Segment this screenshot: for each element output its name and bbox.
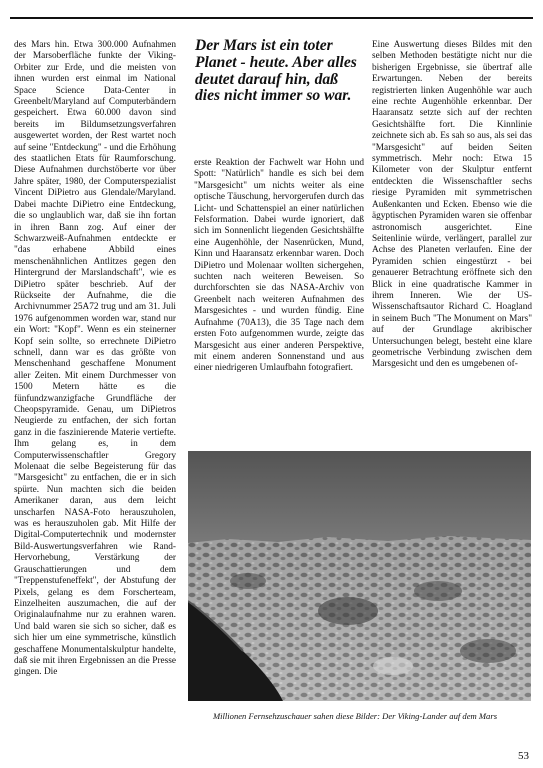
article-column-1: [14, 40, 176, 679]
column-2-text: erste Reaktion der Fachwelt war Hohn und Spott: "Natürlich" handle es sich bei dem "Marsgesicht" um nichts weiter als eine optische Täuschung, hervorgerufen durch das Licht- und Schattenspiel an einer natürlichen Felsformation. Dabei wurde ignoriert, daß sich im Sonnenlicht liegenden Gesichtshälfte eine Augenhöhle, der Nasenrücken, Mund, Kinn und Haaransatz erkennbar waren. Doch DiPietro und Molenaar wollten sichergehen, suchten nach weiteren Beweisen. So durchforschten sie das NASA-Archiv von Greenbelt nach weiteren Aufnahmen des Marsgesichtes - und wurden fündig. Eine Aufnahme (70A13), die 35 Tage nach dem ersten Foto aufgenommen wurde, zeigte das Marsgesicht aus einer anderen Perspektive, mit einem anderen Sonnenstand und aus einer niedrigeren Umlaufbahn fotografiert.: [194, 158, 364, 374]
article-column-2: [194, 158, 364, 375]
photo-caption: Millionen Fernsehzuschauer sahen diese Bilder: Der Viking-Lander auf dem Mars: [212, 711, 498, 721]
pull-quote: Der Mars ist ein toter Planet - heute. Aber alles deutet darauf hin, daß dies nicht immer so war.: [195, 37, 357, 105]
column-3-text: Eine Auswertung dieses Bildes mit den selben Methoden bestätigte nicht nur die bisherigen Ergebnisse, sie übertraf alle Erwartungen. Neben der bereits registrierten linken Augenhöhle war auch eine rechte Augenhöhle erkennbar. Der Haaransatz setzte sich auf der rechten Gesichtshälfte fort. Die Kinnlinie zeichnete sich ab. Es sah so aus, als sei das "Marsgesicht" auf beiden Seiten symmetrisch. Mehr noch: Etwa 15 Kilometer von der Skulptur entfernt entdeckten die Wissenschaftler sechs riesige Pyramiden mit symmetrischen Außenkanten und Ecken. Ebenso wie die ägyptischen Pyramiden waren sie offenbar astronomisch ausgerichtet. Eine Seitenlinie würde, verlängert, parallel zur Achse des Planeten verlaufen. Eine der Pyramiden schien eingestürzt - bei genauerer Betrachtung eröffnete sich den Blick in eine quadratische Kammer in ihrem Inneren. Wie der US-Wissenschaftsautor Richard C. Hoagland in seinem Buch "The Monument on Mars" auf der Grundlage akribischer Untersuchungen belegt, besteht eine klare geometrische Verbindung zwischen dem Marsgesicht und den es umgebenen of-: [372, 40, 532, 370]
page-number: 53: [518, 750, 529, 762]
mars-surface-photo: [188, 451, 531, 701]
top-rule: [10, 17, 533, 19]
column-1-text: des Mars hin. Etwa 300.000 Aufnahmen der Marsoberfläche funkte der Viking-Orbiter zur Erde, und die meisten von ihnen wurden erst einmal im National Space Science Data-Center in Greenbelt/Maryland auf Computerbändern gespeichert. Etwa 60.000 davon sind bereits im Bildumsetzungsverfahren ausgewertet worden, der Rest wartet noch auf seine "Entdeckung" - und die Erhöhung des staatlichen Etats für Raumforschung. Diese Aufnahmen durchstöberte vor über Jahre später, 1980, der Computerspezialist Vincent DiPietro aus Glendale/Maryland. Dabei machte DiPietro eine Entdeckung, die so unglaublich war, daß sie ihn fortan in ihren Bann zog. Auf einer der Schwarzweiß-Aufnahmen entdeckte er "das erhabene Abbild eines menschenähnlichen Antlitzes gegen den Hintergrund der Marslandschaft", wie es DiPietro später beschrieb. Auf der Rückseite der Aufnahme, die die Archivnummer 25A72 trug und am 31. Juli 1976 aufgenommen worden war, stand nur ein Wort: "Kopf". Wenn es ein steinerner Kopf sein sollte, so errechnete DiPietro schnell, dann war es das größte von Menschenhand geschaffene Monument aller Zeiten. Mit einem Durchmesser von 1500 Metern hätte es die fünfundzwanzigfache Grundfläche der Cheopspyramide. Genau, um DiPietros Neugierde zu entfachen, der sich fortan ganz in die faszinierende Materie vertiefte. Ihm gelang es, in dem Computerwissenschaftler Gregory Molenaat die selbe Begeisterung für das "Marsgesicht" zu entfachen, die er in sich spürte. Nun machten sich die beiden Amerikaner daran, aus dem leicht unscharfen NASA-Foto herauszuholen, was es herauszuholen gab. Mit Hilfe der Digital-Computertechnik und modernster Bild-Auswertungsverfahren wie Rand-Hervorhebung, Verstärkung der Grauschattierungen und dem "Treppenstufeneffekt", der Abstufung der Pixels, gelang es dem Forscherteam, Einzelheiten auszumachen, die auf der Originalaufnahme nur zu erahnen waren. Und bald waren sie sich so sicher, daß es sich hier um eine symmetrische, künstlich geschaffene Monumentalskulptur handelte, daß sie mit ihren Ergebnissen an die Presse gingen. Die: [14, 40, 176, 678]
article-column-3: [372, 40, 532, 371]
mars-landscape-illustration: [188, 451, 531, 701]
